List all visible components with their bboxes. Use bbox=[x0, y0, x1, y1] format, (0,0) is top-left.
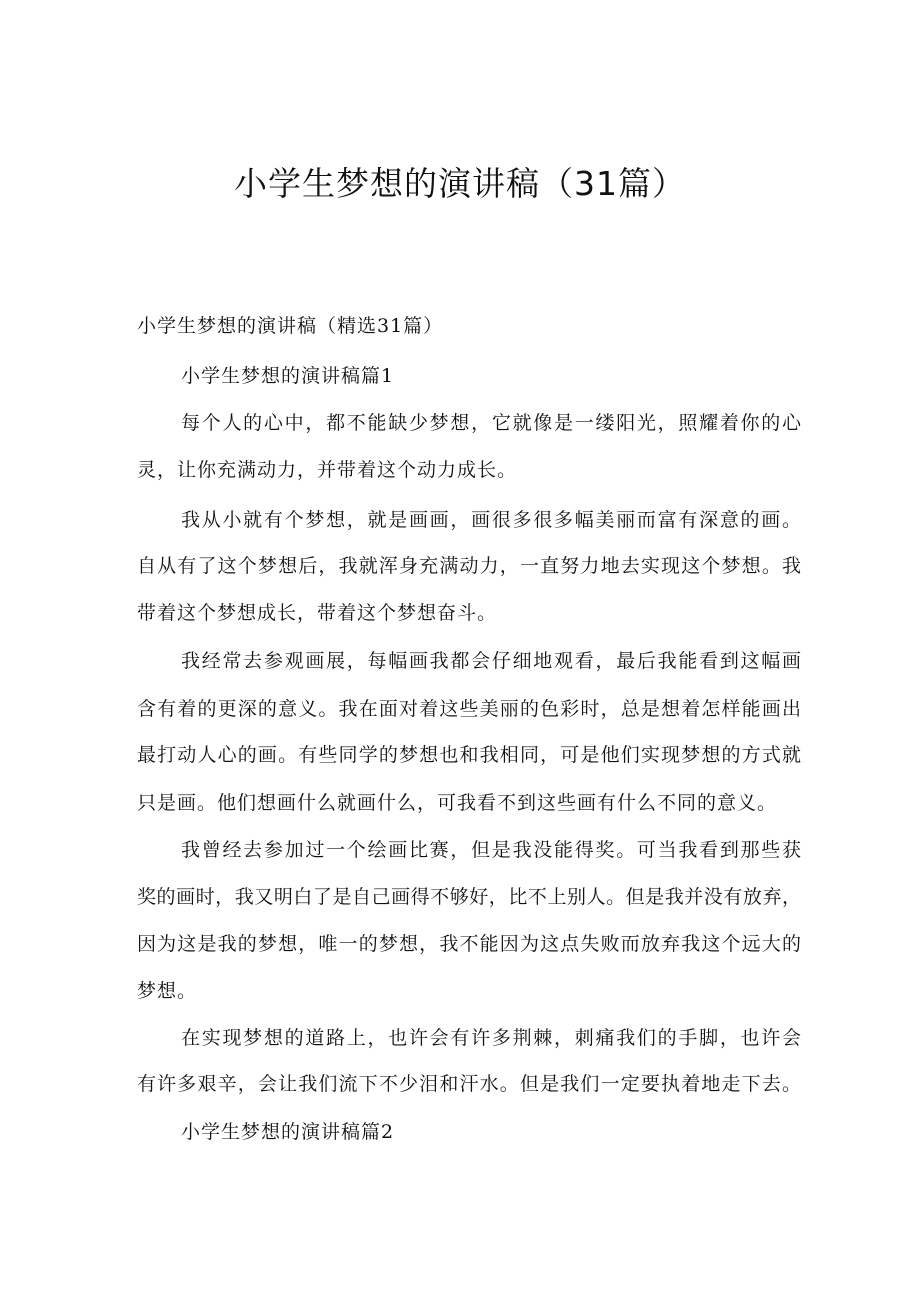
paragraph-line: 只是画。他们想画什么就画什么，可我看不到这些画有什么不同的意义。 bbox=[137, 792, 778, 814]
paragraph-line: 奖的画时，我又明白了是自己画得不够好，比不上别人。但是我并没有放弃， bbox=[137, 886, 801, 908]
paragraph-line: 在实现梦想的道路上，也许会有许多荆棘，刺痛我们的手脚，也许会 bbox=[181, 1027, 801, 1049]
paragraph-line: 每个人的心中，都不能缺少梦想，它就像是一缕阳光，照耀着你的心 bbox=[181, 412, 801, 434]
document-subtitle: 小学生梦想的演讲稿（精选31篇） bbox=[137, 315, 444, 337]
paragraph-line: 因为这是我的梦想，唯一的梦想，我不能因为这点失败而放弃我这个远大的 bbox=[137, 933, 801, 955]
paragraph-line: 带着这个梦想成长，带着这个梦想奋斗。 bbox=[137, 602, 498, 624]
paragraph-line: 自从有了这个梦想后，我就浑身充满动力，一直努力地去实现这个梦想。我 bbox=[137, 555, 801, 577]
section-heading: 小学生梦想的演讲稿篇1 bbox=[181, 365, 395, 387]
paragraph-line: 梦想。 bbox=[137, 980, 198, 1002]
paragraph-line: 我曾经去参加过一个绘画比赛，但是我没能得奖。可当我看到那些获 bbox=[181, 839, 801, 861]
paragraph-line: 我经常去参观画展，每幅画我都会仔细地观看，最后我能看到这幅画 bbox=[181, 650, 801, 672]
paragraph-line: 有许多艰辛，会让我们流下不少泪和汗水。但是我们一定要执着地走下去。 bbox=[137, 1073, 801, 1095]
paragraph-line: 灵，让你充满动力，并带着这个动力成长。 bbox=[137, 459, 518, 481]
paragraph-line: 我从小就有个梦想，就是画画，画很多很多幅美丽而富有深意的画。 bbox=[181, 509, 801, 531]
document-title: 小学生梦想的演讲稿（31篇） bbox=[234, 164, 686, 203]
paragraph-line: 最打动人心的画。有些同学的梦想也和我相同，可是他们实现梦想的方式就 bbox=[137, 744, 801, 766]
section-heading: 小学生梦想的演讲稿篇2 bbox=[181, 1121, 395, 1143]
paragraph-line: 含有着的更深的意义。我在面对着这些美丽的色彩时，总是想着怎样能画出 bbox=[137, 698, 801, 720]
